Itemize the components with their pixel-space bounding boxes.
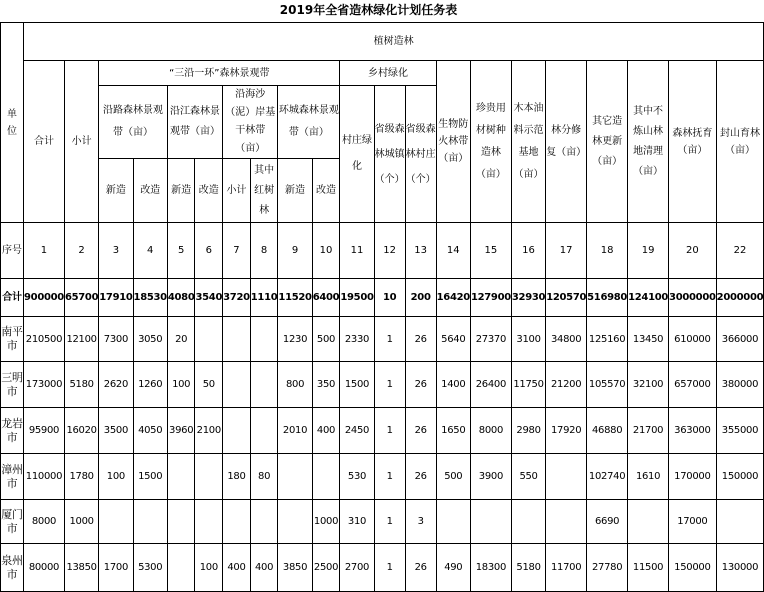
table-cell: 490 (436, 544, 470, 592)
col-number: 15 (470, 223, 511, 279)
table-cell: 2000000 (716, 279, 764, 317)
table-cell: 21200 (546, 362, 587, 408)
three-one-header: “三沿一环”森林景观带 (99, 61, 340, 86)
village-greening-header: 村庄绿化 (340, 86, 374, 223)
table-cell: 26 (405, 317, 436, 362)
col-number: 10 (312, 223, 340, 279)
table-cell: 3960 (167, 408, 195, 454)
seq-label: 序号 (1, 223, 24, 279)
table-row (1, 362, 764, 408)
col-number: 16 (511, 223, 545, 279)
unit-header: 单位 (1, 23, 24, 223)
table-cell: 3100 (511, 317, 545, 362)
village-green-header: 乡村绿化 (340, 61, 436, 86)
table-cell: 32100 (628, 362, 669, 408)
col-number: 7 (223, 223, 251, 279)
table-cell: 80 (250, 454, 278, 500)
table-cell: 125160 (587, 317, 628, 362)
table-cell: 380000 (716, 362, 764, 408)
table-cell: 26 (405, 408, 436, 454)
table-cell: 3 (405, 500, 436, 544)
table-cell: 1 (374, 408, 405, 454)
table-cell: 3500 (99, 408, 133, 454)
bio-fire-header: 生物防火林带（亩） (436, 61, 470, 223)
planting-header: 植树造林 (24, 23, 764, 61)
table-cell (278, 454, 312, 500)
stand-repair-header: 林分修复（亩） (546, 61, 587, 223)
table-title: 2019年全省造林绿化计划任务表 (279, 3, 458, 17)
col-number: 4 (133, 223, 167, 279)
city-name: 厦门市 (1, 500, 24, 544)
table-cell (250, 408, 278, 454)
table-cell (195, 500, 223, 544)
table-cell: 3850 (278, 544, 312, 592)
table-cell: 1230 (278, 317, 312, 362)
table-cell: 657000 (669, 362, 717, 408)
table-cell: 2010 (278, 408, 312, 454)
table-cell: 2500 (312, 544, 340, 592)
table-cell: 550 (511, 454, 545, 500)
other-renew-header: 其它造林更新（亩） (587, 61, 628, 223)
table-cell: 1700 (99, 544, 133, 592)
table-cell (250, 317, 278, 362)
table-cell: 19500 (340, 279, 374, 317)
table-cell: 26 (405, 362, 436, 408)
table-cell: 17000 (669, 500, 717, 544)
table-row (1, 544, 764, 592)
road-new-header: 新造 (99, 159, 133, 223)
table-cell: 18530 (133, 279, 167, 317)
header-row-2 (1, 61, 764, 86)
table-cell: 1260 (133, 362, 167, 408)
table-cell (223, 408, 251, 454)
table-cell (470, 500, 511, 544)
mangrove-header: 其中红树林 (250, 159, 278, 223)
col-number: 14 (436, 223, 470, 279)
table-cell: 200 (405, 279, 436, 317)
table-cell: 1000 (312, 500, 340, 544)
table-cell: 180 (223, 454, 251, 500)
city-name: 龙岩市 (1, 408, 24, 454)
total-row-label: 合计 (1, 279, 24, 317)
table-cell: 8000 (470, 408, 511, 454)
table-row (1, 500, 764, 544)
table-cell: 210500 (24, 317, 65, 362)
city-name: 漳州市 (1, 454, 24, 500)
ring-new-header: 新造 (278, 159, 312, 223)
table-cell (99, 500, 133, 544)
table-cell (716, 500, 764, 544)
city-name: 三明市 (1, 362, 24, 408)
table-cell: 3000000 (669, 279, 717, 317)
total-header: 合计 (24, 61, 65, 223)
subtotal-header: 小计 (64, 61, 98, 223)
prov-village-header: 省级森林村庄（个） (405, 86, 436, 223)
table-cell: 46880 (587, 408, 628, 454)
table-cell: 350 (312, 362, 340, 408)
table-cell: 1 (374, 317, 405, 362)
table-cell: 500 (436, 454, 470, 500)
table-cell: 1 (374, 454, 405, 500)
prov-town-header: 省级森林城镇（个） (374, 86, 405, 223)
table-cell: 5640 (436, 317, 470, 362)
table-cell: 366000 (716, 317, 764, 362)
table-cell: 1400 (436, 362, 470, 408)
precious-header: 珍贵用材树种造林（亩） (470, 61, 511, 223)
table-cell: 2980 (511, 408, 545, 454)
table-cell: 5180 (511, 544, 545, 592)
plan-table (0, 22, 764, 592)
table-cell (250, 362, 278, 408)
table-cell: 16020 (64, 408, 98, 454)
table-cell: 3540 (195, 279, 223, 317)
table-cell: 3050 (133, 317, 167, 362)
col-number: 11 (340, 223, 374, 279)
table-cell: 13450 (628, 317, 669, 362)
table-cell: 516980 (587, 279, 628, 317)
table-cell: 400 (223, 544, 251, 592)
table-cell: 65700 (64, 279, 98, 317)
table-cell: 1 (374, 362, 405, 408)
table-cell: 21700 (628, 408, 669, 454)
table-cell: 17920 (546, 408, 587, 454)
table-cell: 2330 (340, 317, 374, 362)
table-cell: 17910 (99, 279, 133, 317)
table-cell: 50 (195, 362, 223, 408)
table-cell: 173000 (24, 362, 65, 408)
river-renovate-header: 改造 (195, 159, 223, 223)
col-number: 18 (587, 223, 628, 279)
table-cell: 1500 (340, 362, 374, 408)
table-cell: 11500 (628, 544, 669, 592)
table-cell: 2450 (340, 408, 374, 454)
col-number: 17 (546, 223, 587, 279)
table-row (1, 454, 764, 500)
table-row (1, 317, 764, 362)
table-cell: 95900 (24, 408, 65, 454)
table-cell: 4080 (167, 279, 195, 317)
road-renovate-header: 改造 (133, 159, 167, 223)
table-cell: 1500 (133, 454, 167, 500)
table-cell: 400 (312, 408, 340, 454)
table-cell (436, 500, 470, 544)
table-cell (223, 317, 251, 362)
table-cell (250, 500, 278, 544)
table-cell: 32930 (511, 279, 545, 317)
table-cell (133, 500, 167, 544)
ring-forest-header: 环城森林景观带（亩） (278, 86, 340, 159)
ring-renovate-header: 改造 (312, 159, 340, 223)
table-cell: 355000 (716, 408, 764, 454)
table-cell: 1610 (628, 454, 669, 500)
col-number: 6 (195, 223, 223, 279)
table-cell: 100 (99, 454, 133, 500)
table-cell: 6400 (312, 279, 340, 317)
table-cell: 170000 (669, 454, 717, 500)
table-cell (167, 500, 195, 544)
col-number: 3 (99, 223, 133, 279)
col-number: 5 (167, 223, 195, 279)
table-cell: 1780 (64, 454, 98, 500)
col-number: 8 (250, 223, 278, 279)
table-cell: 27370 (470, 317, 511, 362)
header-row-1 (1, 23, 764, 61)
table-cell: 500 (312, 317, 340, 362)
table-cell: 100 (167, 362, 195, 408)
table-cell (167, 454, 195, 500)
seq-row (1, 223, 764, 279)
city-name: 泉州市 (1, 544, 24, 592)
table-cell: 110000 (24, 454, 65, 500)
col-number: 13 (405, 223, 436, 279)
table-cell: 130000 (716, 544, 764, 592)
col-number: 19 (628, 223, 669, 279)
table-cell: 1110 (250, 279, 278, 317)
table-cell (546, 500, 587, 544)
table-cell: 150000 (716, 454, 764, 500)
table-cell: 2100 (195, 408, 223, 454)
table-cell: 8000 (24, 500, 65, 544)
col-number: 9 (278, 223, 312, 279)
table-cell (223, 362, 251, 408)
table-cell: 26 (405, 544, 436, 592)
table-cell: 11750 (511, 362, 545, 408)
table-cell: 5300 (133, 544, 167, 592)
table-cell: 10 (374, 279, 405, 317)
table-cell: 5180 (64, 362, 98, 408)
coast-subtotal-header: 小计 (223, 159, 251, 223)
table-cell: 7300 (99, 317, 133, 362)
table-cell: 3720 (223, 279, 251, 317)
table-cell: 124100 (628, 279, 669, 317)
woody-oil-header: 木本油料示范基地（亩） (511, 61, 545, 223)
table-cell: 1000 (64, 500, 98, 544)
table-cell (628, 500, 669, 544)
table-cell: 363000 (669, 408, 717, 454)
table-cell: 34800 (546, 317, 587, 362)
table-cell: 127900 (470, 279, 511, 317)
table-cell: 400 (250, 544, 278, 592)
table-cell: 3900 (470, 454, 511, 500)
table-cell: 100 (195, 544, 223, 592)
closed-header: 封山育林（亩） (716, 61, 764, 223)
table-cell (167, 544, 195, 592)
table-cell: 2620 (99, 362, 133, 408)
col-number: 12 (374, 223, 405, 279)
table-cell (195, 317, 223, 362)
col-number: 20 (669, 223, 717, 279)
table-cell (195, 454, 223, 500)
total-row (1, 279, 764, 317)
table-cell: 530 (340, 454, 374, 500)
table-cell: 900000 (24, 279, 65, 317)
table-cell: 18300 (470, 544, 511, 592)
table-cell: 11520 (278, 279, 312, 317)
table-cell: 150000 (669, 544, 717, 592)
table-cell: 12100 (64, 317, 98, 362)
river-forest-header: 沿江森林景观带（亩） (167, 86, 222, 159)
table-cell: 102740 (587, 454, 628, 500)
col-number: 2 (64, 223, 98, 279)
table-cell: 11700 (546, 544, 587, 592)
table-cell (278, 500, 312, 544)
coast-forest-header: 沿海沙（泥）岸基干林带（亩） (223, 86, 278, 159)
river-new-header: 新造 (167, 159, 195, 223)
table-cell: 1650 (436, 408, 470, 454)
no-quarry-header: 其中不炼山林地清理（亩） (628, 61, 669, 223)
road-forest-header: 沿路森林景观带（亩） (99, 86, 168, 159)
table-cell: 610000 (669, 317, 717, 362)
table-row (1, 408, 764, 454)
table-cell (223, 500, 251, 544)
table-cell: 105570 (587, 362, 628, 408)
table-cell: 4050 (133, 408, 167, 454)
table-cell: 26400 (470, 362, 511, 408)
table-cell: 120570 (546, 279, 587, 317)
table-cell: 1 (374, 500, 405, 544)
table-cell (312, 454, 340, 500)
table-cell: 26 (405, 454, 436, 500)
table-cell: 1 (374, 544, 405, 592)
col-number: 1 (24, 223, 65, 279)
tending-header: 森林抚育（亩） (669, 61, 717, 223)
table-cell: 16420 (436, 279, 470, 317)
table-cell: 800 (278, 362, 312, 408)
table-cell (546, 454, 587, 500)
table-cell (511, 500, 545, 544)
col-number: 22 (716, 223, 764, 279)
table-cell: 6690 (587, 500, 628, 544)
city-name: 南平市 (1, 317, 24, 362)
table-cell: 13850 (64, 544, 98, 592)
table-cell: 2700 (340, 544, 374, 592)
table-cell: 27780 (587, 544, 628, 592)
table-cell: 310 (340, 500, 374, 544)
table-cell: 20 (167, 317, 195, 362)
table-cell: 80000 (24, 544, 65, 592)
